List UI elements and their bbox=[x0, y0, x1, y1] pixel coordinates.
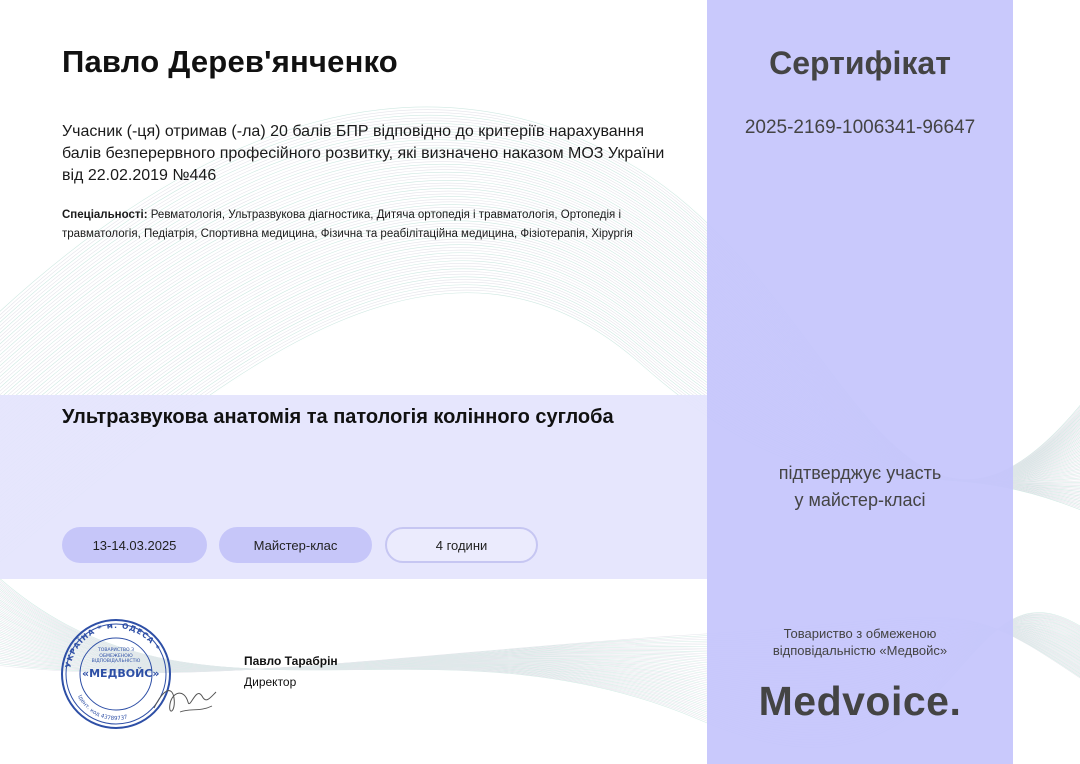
certificate-number: 2025-2169-1006341-96647 bbox=[744, 117, 976, 138]
certificate-title: Сертифікат bbox=[769, 45, 951, 81]
specialties bbox=[62, 206, 662, 243]
participation-statement: Учасник (-ця) отримав (-ла) 20 балів БПР відповідно до критеріїв нарахування балів безперервного професійного розвитку, які визначено наказом МОЗ України від 22.02.2019 №446 bbox=[62, 123, 665, 184]
confirmation-line-1: підтверджує участь bbox=[778, 463, 942, 483]
course-title: Ультразвукова анатомія та патологія колінного суглоба bbox=[62, 406, 614, 428]
stamp-outer-text: УКРАЇНА * м. ОДЕСА * bbox=[63, 620, 163, 669]
stamp-center-text: «МЕДВОЙС» bbox=[82, 666, 160, 680]
confirmation-line-2: у майстер-класі bbox=[794, 490, 926, 510]
medvoice-logo: Medvoice. bbox=[758, 678, 962, 724]
signatory-name: Павло Тарабрін bbox=[244, 654, 338, 668]
stamp-code-text: Ідент. код 43789737 bbox=[76, 694, 129, 723]
organization-name bbox=[707, 625, 1013, 659]
organization-line-2: відповідальністю «Медвойс» bbox=[772, 643, 948, 658]
specialties-label: Спеціальності: bbox=[62, 209, 148, 221]
confirmation-text bbox=[707, 460, 1013, 514]
recipient-name: Павло Дерев'янченко bbox=[62, 44, 398, 79]
stamp-inner-text: ТОВАРИСТВО З ОБМЕЖЕНОЮ ВІДПОВІДАЛЬНІСТЮ bbox=[91, 648, 141, 664]
director-signature bbox=[150, 668, 220, 724]
date-badge: 13-14.03.2025 bbox=[62, 527, 207, 563]
signatory-position: Директор bbox=[244, 675, 297, 689]
event-type-badge: Майстер-клас bbox=[219, 527, 372, 563]
duration-badge: 4 години bbox=[385, 527, 538, 563]
organization-line-1: Товариство з обмеженою bbox=[783, 626, 937, 641]
specialties-list: Ревматологія, Ультразвукова діагностика, Дитяча ортопедія і травматологія, Ортопедія і травматологія, Педіатрія, Спортивна медицина, Фізична та реабілітаційна медицина, Фізіотерапія, Хірургія bbox=[62, 209, 633, 240]
